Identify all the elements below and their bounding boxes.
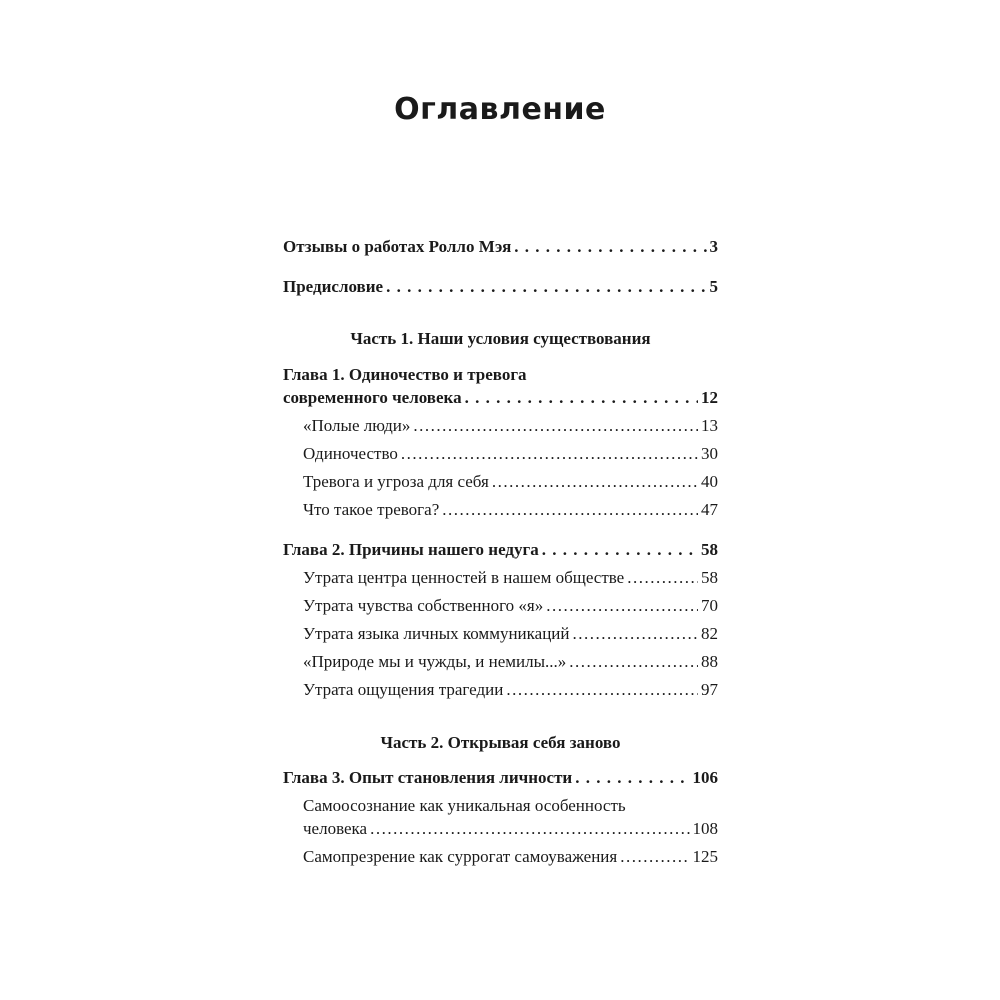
toc-entry-page: 108 (692, 819, 718, 838)
toc-entry-title: Утрата ощущения трагедии (303, 680, 504, 699)
toc-entry-title: «Природе мы и чужды, и немилы...» (303, 652, 567, 671)
chapter-1-title-line1[interactable]: Глава 1. Одиночество и тревога (283, 365, 527, 384)
toc-entry-section[interactable] (303, 623, 718, 645)
toc-entry-section[interactable] (303, 679, 718, 701)
toc-entry-section[interactable] (303, 595, 718, 617)
toc-entry-title: Предисловие (283, 277, 384, 296)
toc-entry-title: человека (303, 819, 368, 838)
toc-entry-page: 58 (701, 540, 718, 559)
dot-leader (370, 818, 689, 840)
toc-entry-page: 106 (692, 768, 718, 787)
toc-entry-page: 13 (701, 416, 718, 435)
toc-entry-title: Тревога и угроза для себя (303, 472, 489, 491)
dot-leader (401, 443, 698, 465)
toc-entry-title: Глава 3. Опыт становления личности (283, 768, 573, 787)
dot-leader (506, 679, 698, 701)
toc-entry-section[interactable] (303, 651, 718, 673)
toc-entry-preface[interactable] (283, 276, 718, 298)
toc-entry-page: 58 (701, 568, 718, 587)
section-title-line1[interactable]: Самоосознание как уникальная особенность (303, 796, 626, 815)
dot-leader (465, 387, 698, 409)
toc-entry-chapter-1[interactable] (283, 387, 718, 409)
toc-entry-page: 5 (709, 277, 718, 296)
toc-entry-title: Глава 2. Причины нашего недуга (283, 540, 539, 559)
toc-entry-reviews[interactable] (283, 236, 718, 258)
dot-leader (620, 846, 689, 868)
toc-entry-page: 70 (701, 596, 718, 615)
dot-leader (575, 767, 689, 789)
toc-entry-page: 12 (701, 388, 718, 407)
toc-entry-page: 88 (701, 652, 718, 671)
toc-entry-section[interactable] (303, 415, 718, 437)
toc-entry-title: Одиночество (303, 444, 398, 463)
toc-entry-page: 40 (701, 472, 718, 491)
dot-leader (569, 651, 698, 673)
toc-entry-section[interactable] (303, 443, 718, 465)
toc-entry-page: 125 (692, 847, 718, 866)
toc-entry-section[interactable] (303, 471, 718, 493)
toc-entry-title: Отзывы о работах Ролло Мэя (283, 237, 512, 256)
toc-entry-page: 3 (709, 237, 718, 256)
part-1-heading: Часть 1. Наши условия существования (350, 329, 651, 348)
dot-leader (413, 415, 698, 437)
dot-leader (386, 276, 706, 298)
toc-entry-title: Самопрезрение как суррогат самоуважения (303, 847, 618, 866)
toc-entry-section[interactable] (303, 499, 718, 521)
toc-entry-page: 82 (701, 624, 718, 643)
dot-leader (492, 471, 698, 493)
toc-entry-page: 97 (701, 680, 718, 699)
toc-entry-section[interactable] (303, 567, 718, 589)
dot-leader (627, 567, 698, 589)
toc-entry-title: «Полые люди» (303, 416, 411, 435)
toc-entry-title: Утрата центра ценностей в нашем обществе (303, 568, 625, 587)
page-title: Оглавление (394, 92, 606, 127)
toc-entry-chapter-2[interactable] (283, 539, 718, 561)
toc-entry-chapter-3[interactable] (283, 767, 718, 789)
toc-entry-title: Утрата языка личных коммуникаций (303, 624, 570, 643)
toc-entry-title: Утрата чувства собственного «я» (303, 596, 544, 615)
toc-entry-page: 47 (701, 500, 718, 519)
toc-entry-page: 30 (701, 444, 718, 463)
dot-leader (442, 499, 698, 521)
dot-leader (514, 236, 706, 258)
toc-entry-section[interactable] (303, 846, 718, 868)
dot-leader (546, 595, 698, 617)
dot-leader (542, 539, 698, 561)
dot-leader (573, 623, 699, 645)
toc-entry-title: современного человека (283, 388, 462, 407)
part-2-heading: Часть 2. Открывая себя заново (380, 733, 621, 752)
toc-entry-title: Что такое тревога? (303, 500, 440, 519)
toc-entry-section[interactable] (303, 818, 718, 840)
